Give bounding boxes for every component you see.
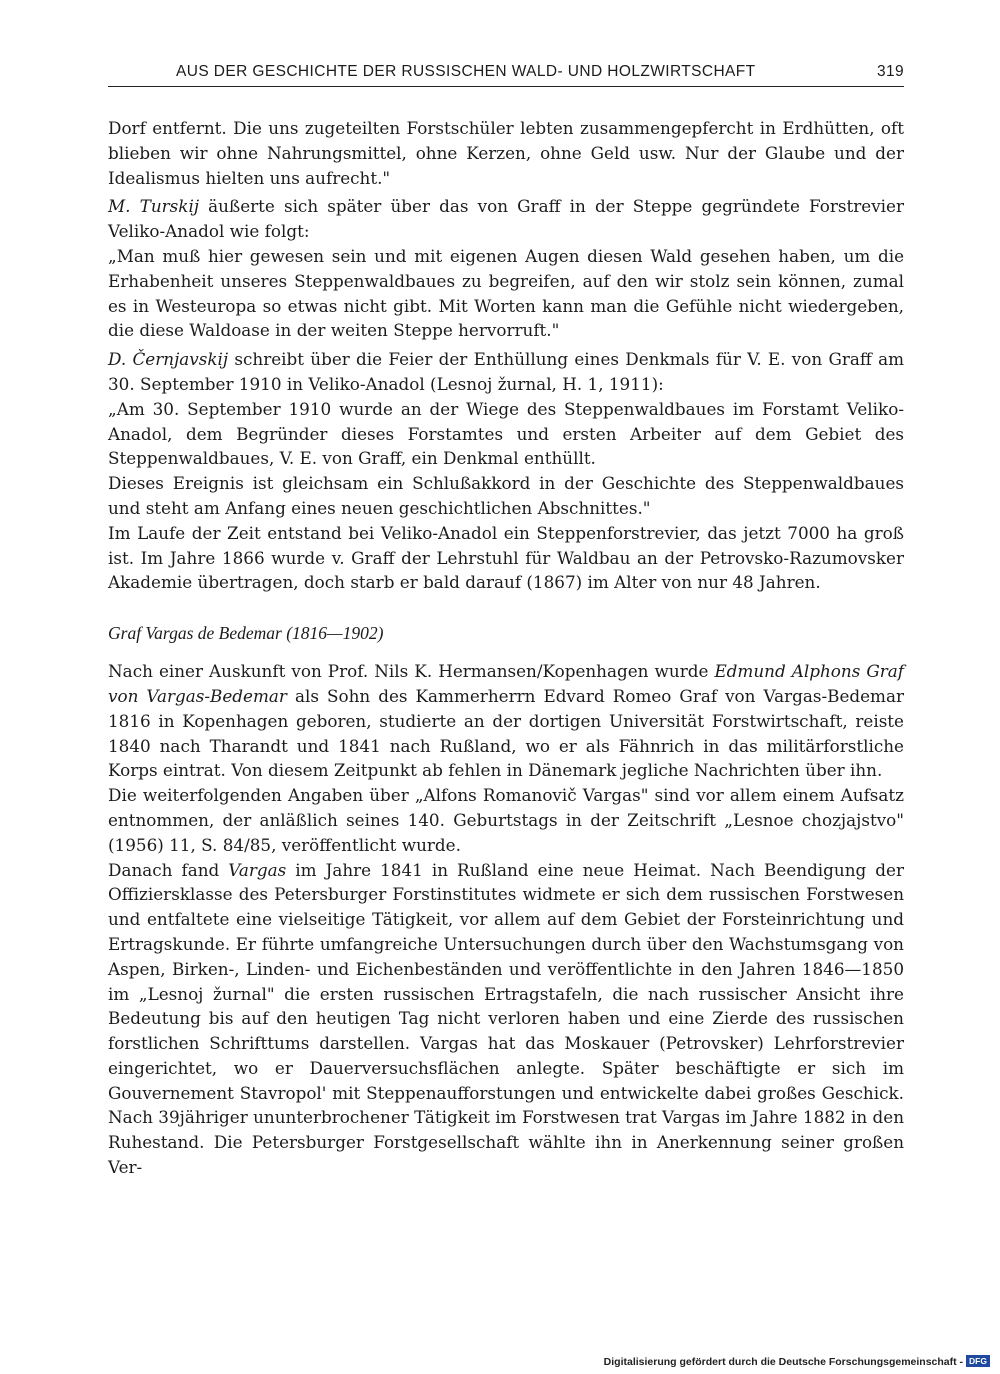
dfg-logo: DFG [966, 1355, 990, 1367]
running-title: AUS DER GESCHICHTE DER RUSSISCHEN WALD- UND HOLZWIRTSCHAFT [176, 63, 756, 80]
person-name: Vargas [228, 859, 287, 880]
paragraph: Die weiterfolgenden Angaben über „Alfons Romanovič Vargas" sind vor allem einem Aufsatz entnommen, der anläßlich seines 140. Geburtstags in der Zeitschrift „Lesnoe chozjajstvo" (1956) 11, S. 84/85, veröffentlicht wurde. [108, 785, 904, 855]
section-heading: Graf Vargas de Bedemar (1816—1902) [108, 623, 384, 644]
page-body [108, 116, 904, 1180]
block-quote: „Am 30. September 1910 wurde an der Wiege des Steppenwaldbaues im Forstamt Veliko-Anadol, dem Begründer dieses Forstamtes und ersten Arbeiter auf dem Gebiet des Steppenwaldbaues, V. E. von Graff, ein Denkmal enthüllt. [108, 398, 904, 469]
footer-text: Digitalisierung gefördert durch die Deutsche Forschungsgemeinschaft - [603, 1356, 964, 1368]
block-quote: „Man muß hier gewesen sein und mit eigenen Augen diesen Wald gesehen haben, um die Erhabenheit unseres Steppenwaldbaues zu begreifen, auf den wir stolz sein können, zumal es in Westeuropa so etwas nicht gibt. Mit Worten kann man die Gefühle nicht wiedergeben, die diese Waldoase in der weiten Steppe hervorruft." [108, 245, 904, 341]
paragraph: Im Laufe der Zeit entstand bei Veliko-Anadol ein Steppenforstrevier, das jetzt 7000 ha groß ist. Im Jahre 1866 wurde v. Graff der Lehrstuhl für Waldbau an der Petrovsko-Razumovsker Akademie übertragen, doch starb er bald darauf (1867) im Alter von nur 48 Jahren. [108, 522, 904, 593]
author-name: M. Turskij [108, 196, 200, 217]
running-header [108, 56, 904, 87]
digitization-footer [604, 1355, 990, 1368]
paragraph: D. Černjavskij schreibt über die Feier der Enthüllung eines Denkmals für V. E. von Graff am 30. September 1910 in Veliko-Anadol (Lesnoj žurnal, H. 1, 1911): [108, 349, 904, 394]
author-name: D. Černjavskij [108, 349, 229, 370]
block-quote: Dieses Ereignis ist gleichsam ein Schlußakkord in der Geschichte des Steppenwaldbaues und steht am Anfang eines neuen geschichtlichen Abschnittes." [108, 473, 904, 518]
page-number: 319 [876, 63, 904, 80]
person-name: Edmund Alphons Graf von Vargas-Bedemar [108, 661, 904, 706]
paragraph: Danach fand Vargas im Jahre 1841 in Rußland eine neue Heimat. Nach Beendigung der Offiziersklasse des Petersburger Forstinstitutes widmete er sich dem russischen Forstwesen und entfaltete eine vielseitige Tätigkeit, vor allem auf dem Gebiet der Forsteinrichtung und Ertragskunde. Er führte umfangreiche Untersuchungen durch über den Wachstumsgang von Aspen, Birken-, Linden- und Eichenbeständen und veröffentlichte in den Jahren 1846—1850 im „Lesnoj žurnal" die ersten russischen Ertragstafeln, die nach russischer Ansicht ihre Bedeutung bis auf den heutigen Tag nicht verloren haben und eine Zierde des russischen forstlichen Schrifttums darstellen. Vargas hat das Moskauer (Petrovsker) Lehrforstrevier eingerichtet, wo er Dauerversuchsflächen anlegte. Später beschäftigte er sich im Gouvernement Stavropol' mit Steppenaufforstungen und entwickelte dabei großes Geschick. Nach 39jähriger ununterbrochener Tätigkeit im Forstwesen trat Vargas im Jahre 1882 in den Ruhestand. Die Petersburger Forstgesellschaft wählte ihn in Anerkennung seiner großen Ver- [108, 859, 904, 1178]
paragraph: Dorf entfernt. Die uns zugeteilten Forstschüler lebten zusammengepfercht in Erdhütten, oft blieben wir ohne Nahrungsmittel, ohne Kerzen, ohne Geld usw. Nur der Glaube und der Idealismus hielten uns aufrecht." [108, 118, 904, 188]
paragraph: Nach einer Auskunft von Prof. Nils K. Hermansen/Kopenhagen wurde Edmund Alphons Graf von Vargas-Bedemar als Sohn des Kammerherrn Edvard Romeo Graf von Vargas-Bedemar 1816 in Kopenhagen geboren, studierte an der dortigen Universität Forstwirtschaft, reiste 1840 nach Tharandt und 1841 nach Rußland, wo er als Fähnrich in das militärforstliche Korps eintrat. Von diesem Zeitpunkt ab fehlen in Dänemark jegliche Nachrichten über ihn. [108, 661, 904, 781]
paragraph: M. Turskij äußerte sich später über das von Graff in der Steppe gegründete Forstrevier Veliko-Anadol wie folgt: [108, 196, 904, 242]
